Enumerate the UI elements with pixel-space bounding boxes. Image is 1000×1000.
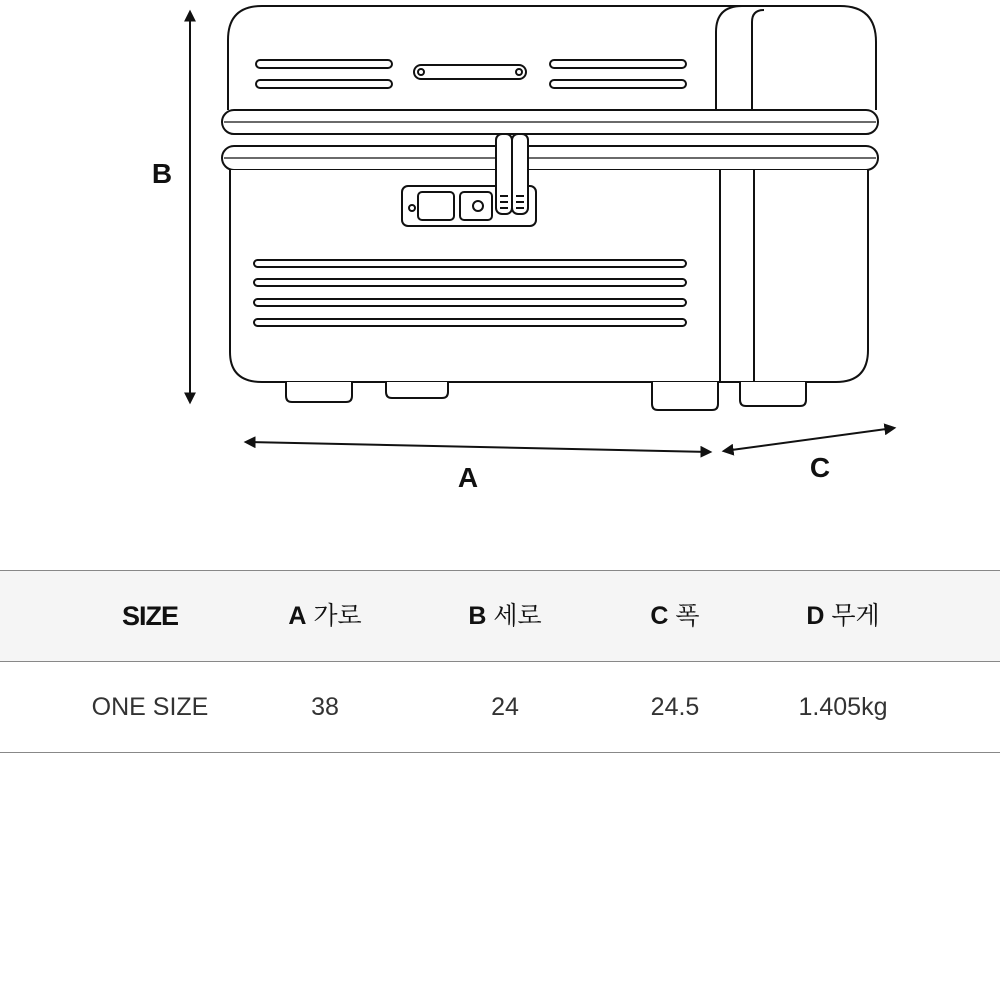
header-weight-text: 무게 bbox=[831, 602, 880, 630]
header-width-text: 가로 bbox=[313, 602, 362, 630]
table-row bbox=[0, 662, 1000, 753]
suitcase-illustration bbox=[222, 6, 878, 410]
header-height-key: B bbox=[468, 602, 487, 630]
header-height-text: 세로 bbox=[493, 602, 542, 630]
cell-weight: 1.405kg bbox=[798, 693, 888, 721]
cell-size: ONE SIZE bbox=[91, 693, 209, 721]
header-weight-key: D bbox=[806, 602, 825, 630]
size-table-header-row bbox=[0, 570, 1000, 662]
header-depth-text: 폭 bbox=[675, 602, 700, 630]
header-width-key: A bbox=[288, 602, 307, 630]
header-weight bbox=[806, 571, 879, 661]
dimension-c-arrow bbox=[724, 428, 894, 451]
header-height bbox=[468, 571, 541, 661]
header-width bbox=[288, 571, 361, 661]
header-depth-key: C bbox=[650, 602, 669, 630]
cell-depth: 24.5 bbox=[650, 693, 700, 721]
cell-height: 24 bbox=[491, 693, 519, 721]
dimension-a-label: A bbox=[457, 462, 479, 493]
dimension-a-arrow bbox=[246, 442, 710, 452]
header-depth bbox=[650, 571, 699, 661]
dimension-b-label: B bbox=[151, 158, 173, 189]
cell-width: 38 bbox=[311, 693, 339, 721]
dimension-c-label: C bbox=[809, 452, 831, 483]
size-table bbox=[0, 570, 1000, 753]
header-size: SIZE bbox=[121, 601, 179, 631]
